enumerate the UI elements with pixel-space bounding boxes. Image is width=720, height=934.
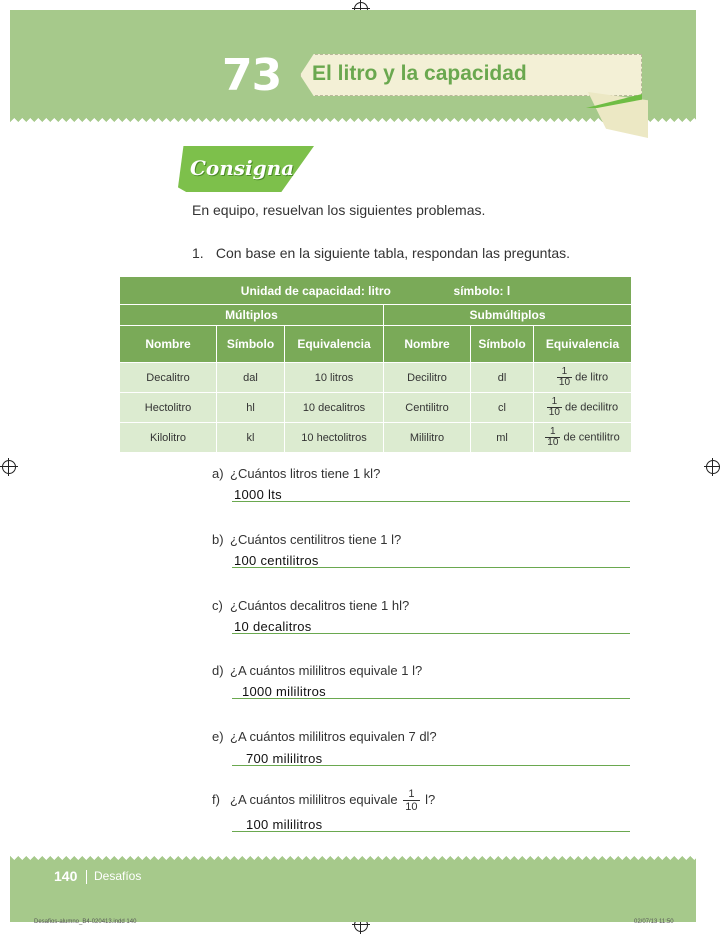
capacity-units-table — [119, 276, 632, 453]
cell — [534, 363, 632, 393]
answer-text: 1000 lts — [234, 487, 282, 502]
cell: dal — [217, 363, 285, 393]
question-letter: f) — [212, 791, 220, 807]
column-header: Equivalencia — [534, 326, 632, 363]
question-c — [212, 598, 409, 613]
question-text: ¿A cuántos mililitros equivale — [230, 791, 398, 807]
question-f — [212, 788, 435, 813]
column-header: Nombre — [120, 326, 217, 363]
cell: 10 hectolitros — [285, 423, 384, 453]
cell: 10 litros — [285, 363, 384, 393]
question-letter: d) — [212, 663, 224, 678]
answer-text: 700 mililitros — [246, 751, 323, 766]
question-a — [212, 466, 380, 481]
fraction: $\frac{1}{10}$ — [548, 396, 560, 418]
group-submultiples: Submúltiplos — [384, 305, 632, 326]
question-1-text: Con base en la siguiente tabla, respondan las preguntas. — [215, 245, 571, 261]
instruction-text: En equipo, resuelvan los siguientes problemas. — [192, 202, 486, 218]
table-header-row — [120, 326, 632, 363]
footer-divider — [86, 870, 87, 884]
question-letter: b) — [212, 532, 224, 547]
question-text: ¿Cuántos litros tiene 1 kl? — [230, 466, 381, 481]
question-text: ¿Cuántos centilitros tiene 1 l? — [230, 532, 402, 547]
consigna-label: Consigna — [190, 156, 295, 180]
print-slug-file: Desafios-alumno_B4-020413.indd 140 — [34, 919, 137, 925]
question-text: ¿Cuántos decalitros tiene 1 hl? — [230, 598, 410, 613]
registration-mark-left — [2, 460, 16, 474]
question-letter: a) — [212, 466, 224, 481]
equivalence-text: de centilitro — [563, 431, 620, 444]
table-title — [120, 277, 632, 305]
question-letter: c) — [212, 598, 223, 613]
answer-field-f[interactable] — [232, 815, 630, 832]
cell: Hectolitro — [120, 393, 217, 423]
cell: Kilolitro — [120, 423, 217, 453]
table-row — [120, 363, 632, 393]
column-header: Equivalencia — [285, 326, 384, 363]
cell: dl — [471, 363, 534, 393]
table-title-unit: Unidad de capacidad: litro — [240, 283, 391, 298]
column-header: Nombre — [384, 326, 471, 363]
cell: 10 decalitros — [285, 393, 384, 423]
cell: cl — [471, 393, 534, 423]
answer-field-d[interactable] — [232, 682, 630, 699]
answer-text: 100 centilitros — [234, 553, 319, 568]
question-text: ¿A cuántos mililitros equivalen 7 dl? — [230, 729, 437, 744]
question-text-after: l? — [425, 791, 436, 807]
page-title: El litro y la capacidad — [312, 62, 527, 85]
answer-text: 10 decalitros — [234, 619, 312, 634]
cell — [534, 423, 632, 453]
fraction: $\frac{1}{10}$ — [547, 426, 559, 448]
answer-field-a[interactable] — [232, 485, 630, 502]
question-text: ¿A cuántos mililitros equivale 1 l? — [230, 663, 423, 678]
question-e — [212, 729, 437, 744]
equivalence-text: de litro — [575, 371, 609, 384]
cell: ml — [471, 423, 534, 453]
lesson-number: 73 — [222, 50, 282, 101]
answer-text: 100 mililitros — [246, 817, 323, 832]
question-1-number: 1. — [192, 245, 204, 261]
equivalence-text: de decilitro — [564, 401, 619, 414]
group-multiples: Múltiplos — [120, 305, 384, 326]
table-row — [120, 393, 632, 423]
cell: hl — [217, 393, 285, 423]
question-1 — [192, 245, 570, 261]
answer-field-b[interactable] — [232, 551, 630, 568]
table-title-row — [120, 277, 632, 305]
question-b — [212, 532, 401, 547]
question-d — [212, 663, 422, 678]
table-row — [120, 423, 632, 453]
cell — [534, 393, 632, 423]
fraction: $\frac{1}{10}$ — [558, 366, 571, 388]
cell: Decalitro — [120, 363, 217, 393]
cell: Mililitro — [384, 423, 471, 453]
answer-field-c[interactable] — [232, 617, 630, 634]
column-header: Símbolo — [471, 326, 534, 363]
cell: Centilitro — [384, 393, 471, 423]
table-title-symbol: símbolo: l — [453, 283, 511, 298]
print-slug-date: 02/07/13 11:50 — [634, 919, 674, 925]
registration-mark-right — [706, 460, 720, 474]
table-group-row — [120, 305, 632, 326]
section-name: Desafíos — [94, 869, 142, 883]
answer-field-e[interactable] — [232, 749, 630, 766]
page-number: 140 — [54, 868, 78, 884]
question-letter: e) — [212, 729, 224, 744]
fraction: $\frac{1}{10}$ — [405, 788, 418, 813]
cell: kl — [217, 423, 285, 453]
answer-text: 1000 mililitros — [242, 684, 326, 699]
cell: Decilitro — [384, 363, 471, 393]
column-header: Símbolo — [217, 326, 285, 363]
